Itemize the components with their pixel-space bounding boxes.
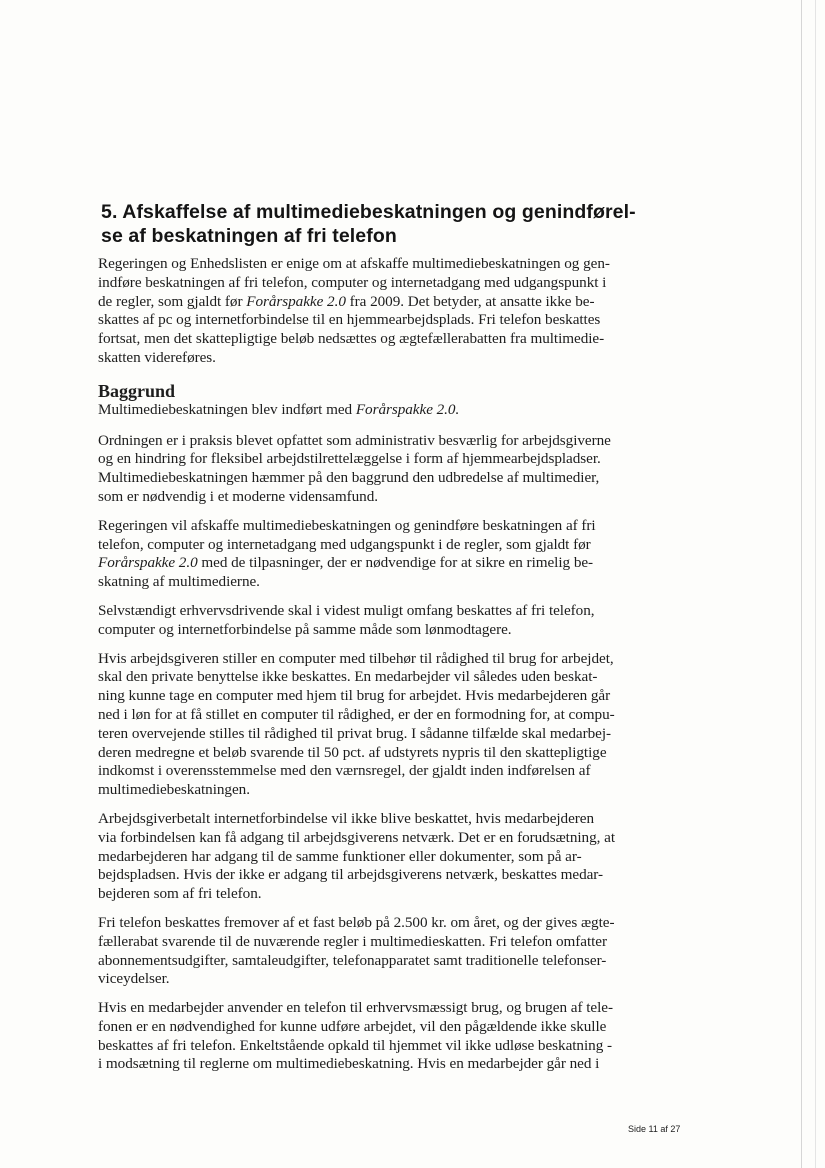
text-line: deren medregne et beløb svarende til 50 pct. af udstyrets nypris til den skattepligtige bbox=[98, 743, 607, 761]
paragraph bbox=[98, 810, 638, 904]
page-number: Side 11 af 27 bbox=[628, 1124, 681, 1134]
text-line: Hvis en medarbejder anvender en telefon til erhvervsmæssigt brug, og brugen af tele- bbox=[98, 999, 613, 1017]
text-fragment: de regler, som gjaldt før bbox=[98, 292, 247, 310]
section-heading bbox=[101, 200, 638, 248]
text-line bbox=[98, 401, 638, 420]
text-line: skatten videreføres. bbox=[98, 348, 216, 366]
text-fragment: med de tilpasninger, der er nødvendige for at sikre en rimelig be- bbox=[197, 554, 594, 572]
text-line: fonen er en nødvendighed for kunne udføre arbejdet, vil den pågældende ikke skulle bbox=[98, 1017, 607, 1035]
paragraph bbox=[98, 602, 638, 640]
text-line: Regeringen og Enhedslisten er enige om at afskaffe multimediebeskatningen og gen- bbox=[98, 255, 610, 272]
paragraph bbox=[98, 999, 638, 1074]
text-line: Hvis arbejdsgiveren stiller en computer med tilbehør til rådighed til brug for arbejdet, bbox=[98, 649, 614, 667]
document-page bbox=[98, 200, 638, 1084]
paragraph bbox=[98, 914, 638, 989]
text-line: telefon, computer og internetadgang med udgangspunkt i de regler, som gjaldt før bbox=[98, 535, 591, 553]
scan-edge-line bbox=[815, 0, 816, 1168]
text-line: i modsætning til reglerne om multimediebeskatning. Hvis en medarbejder går ned i bbox=[98, 1055, 600, 1073]
text-line: skattes af pc og internetforbindelse til en hjemmearbejdsplads. Fri telefon beskattes bbox=[98, 311, 601, 329]
background-lead bbox=[98, 401, 638, 420]
text-line bbox=[98, 293, 638, 312]
text-line: teren overvejende stilles til rådighed til privat brug. I sådanne tilfælde skal medarbej- bbox=[98, 724, 612, 742]
text-line: Arbejdsgiverbetalt internetforbindelse vil ikke blive beskattet, hvis medarbejderen bbox=[98, 809, 595, 827]
text-line: bejderen som af fri telefon. bbox=[98, 885, 262, 903]
text-line: indkomst i overensstemmelse med den værnsregel, der gjaldt inden indførelsen af bbox=[98, 762, 591, 780]
text-line: beskattes af fri telefon. Enkeltstående opkald til hjemmet vil ikke udløse beskatning - bbox=[98, 1036, 612, 1054]
scan-edge-line bbox=[801, 0, 802, 1168]
text-line: Fri telefon beskattes fremover af et fast beløb på 2.500 kr. om året, og der gives ægte- bbox=[98, 913, 615, 931]
text-fragment: fra 2009. Det betyder, at ansatte ikke be- bbox=[345, 292, 595, 310]
text-line: multimediebeskatningen. bbox=[98, 781, 250, 799]
text-line bbox=[98, 554, 638, 573]
text-line: bejdspladsen. Hvis der ikke er adgang til arbejdsgiverens netværk, beskattes medar- bbox=[98, 866, 604, 884]
intro-paragraph bbox=[98, 255, 638, 368]
text-line: viceydelser. bbox=[98, 970, 170, 988]
text-line: som er nødvendig i et moderne vidensamfund. bbox=[98, 487, 379, 505]
text-line: ning kunne tage en computer med hjem til brug for arbejdet. Hvis medarbejderen går bbox=[98, 687, 611, 705]
text-fragment: Multimediebeskatningen blev indført med bbox=[98, 400, 356, 418]
heading-line: se af beskatningen af fri telefon bbox=[101, 225, 397, 247]
heading-line: 5. Afskaffelse af multimediebeskatningen og genindførel- bbox=[101, 201, 636, 223]
subheading-background: Baggrund bbox=[98, 380, 176, 401]
text-line: ned i løn for at få stillet en computer til rådighed, er der en formodning for, at compu- bbox=[98, 705, 615, 723]
text-line: indføre beskatningen af fri telefon, computer og internetadgang med udgangspunkt i bbox=[98, 273, 607, 291]
text-line: Regeringen vil afskaffe multimediebeskatningen og genindføre beskatningen af fri bbox=[98, 516, 596, 534]
text-line: medarbejderen har adgang til de samme funktioner eller dokumenter, som på ar- bbox=[98, 847, 582, 865]
italic-reference: Forårspakke 2.0. bbox=[355, 400, 460, 418]
paragraph bbox=[98, 650, 638, 800]
italic-reference: Forårspakke 2.0 bbox=[98, 554, 198, 572]
text-line: fællerabat svarende til de nuværende regler i multimedieskatten. Fri telefon omfatter bbox=[98, 932, 607, 950]
text-line: skal den private benyttelse ikke beskattes. En medarbejder vil således uden beskat- bbox=[98, 668, 598, 686]
paragraph bbox=[98, 432, 638, 507]
text-line: abonnementsudgifter, samtaleudgifter, telefonapparatet samt traditionelle telefonser- bbox=[98, 951, 607, 969]
text-line: fortsat, men det skattepligtige beløb nedsættes og ægtefællerabatten fra multimedie- bbox=[98, 330, 605, 348]
italic-reference: Forårspakke 2.0 bbox=[246, 292, 346, 310]
text-line: computer og internetforbindelse på samme måde som lønmodtagere. bbox=[98, 620, 512, 638]
text-line: Ordningen er i praksis blevet opfattet som administrativ besværlig for arbejdsgiverne bbox=[98, 431, 611, 449]
text-line: og en hindring for fleksibel arbejdstilrettelæggelse i form af hjemmearbejdspladser. bbox=[98, 450, 601, 468]
text-line: skatning af multimedierne. bbox=[98, 573, 260, 591]
paragraph bbox=[98, 517, 638, 592]
text-line: Selvstændigt erhvervsdrivende skal i videst muligt omfang beskattes af fri telefon, bbox=[98, 601, 595, 619]
text-line: via forbindelsen kan få adgang til arbejdsgiverens netværk. Det er en forudsætning, at bbox=[98, 828, 615, 846]
text-line: Multimediebeskatningen hæmmer på den baggrund den udbredelse af multimedier, bbox=[98, 469, 600, 487]
